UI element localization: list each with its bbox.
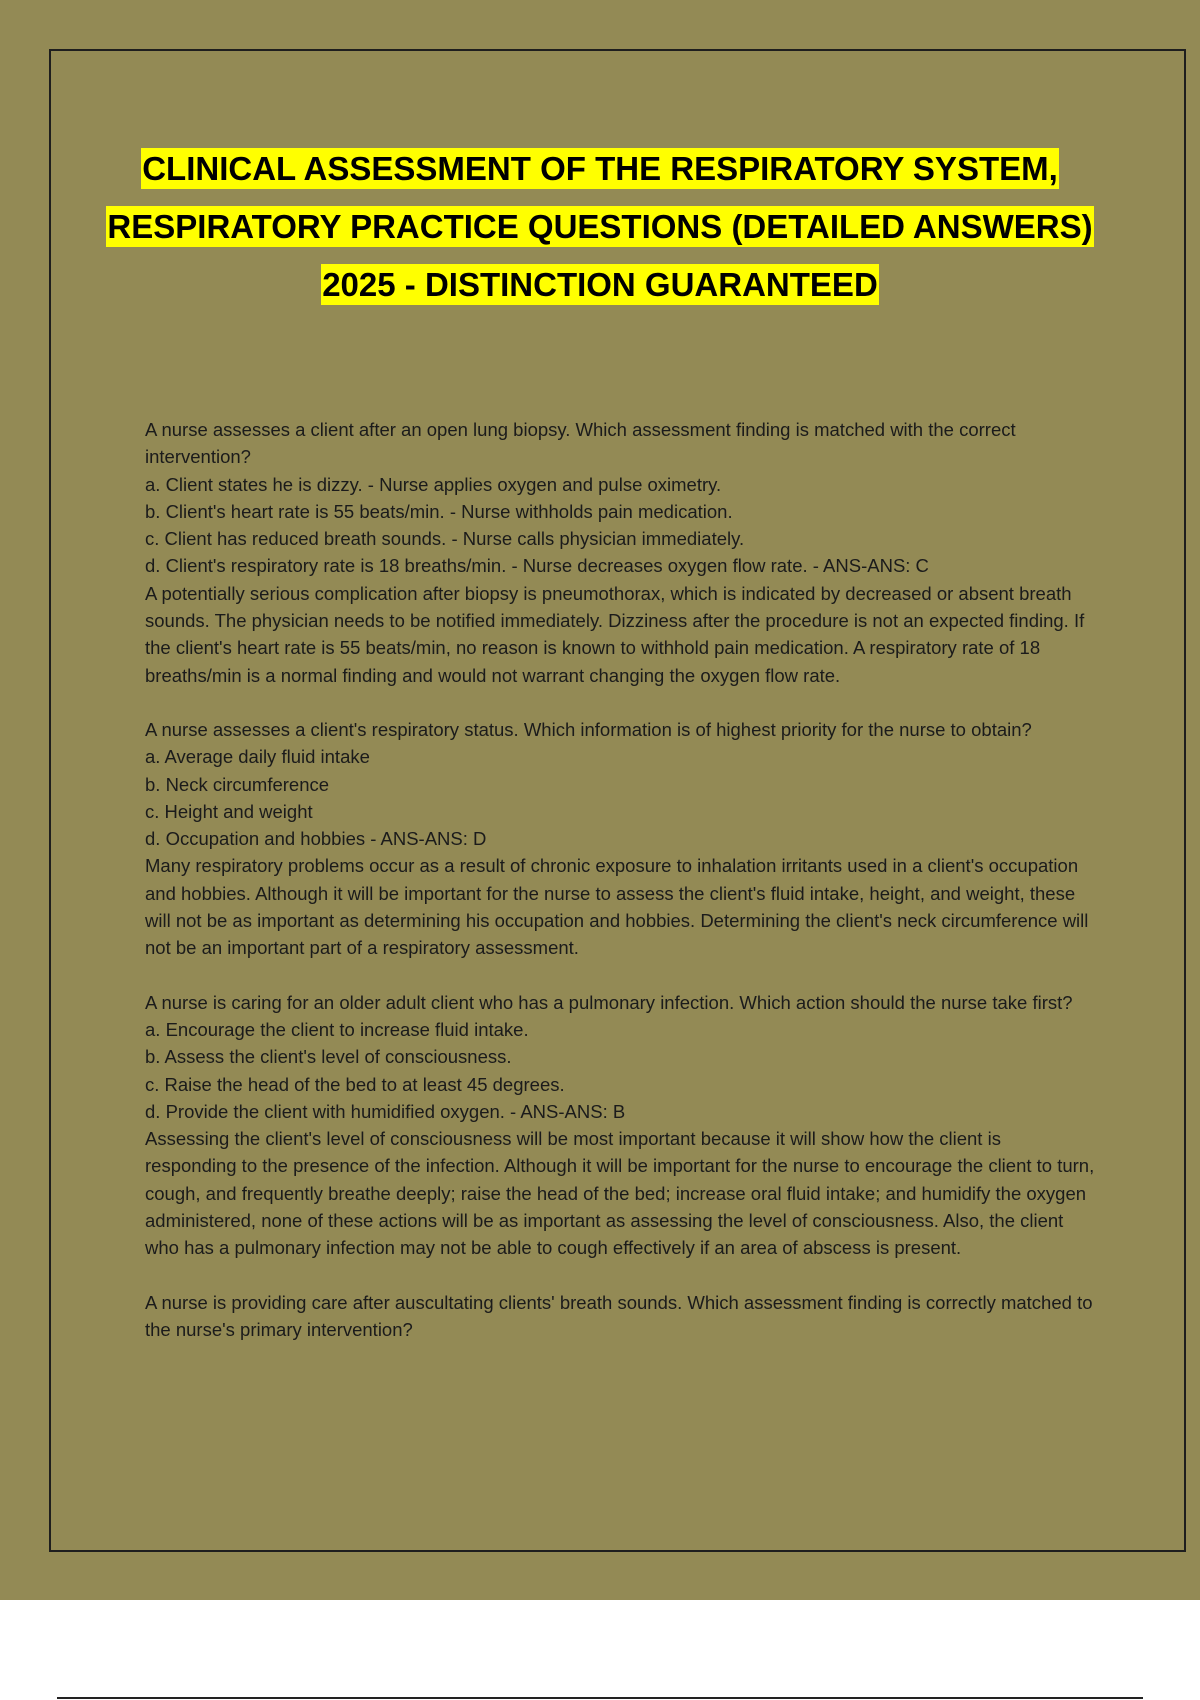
answer-option: b. Assess the client's level of consciousness. xyxy=(145,1046,512,1068)
question-text: A nurse assesses a client's respiratory status. Which information is of highest priority for the nurse to obtain? xyxy=(145,718,1032,740)
question-block-1 xyxy=(145,416,1095,689)
answer-option: d. Provide the client with humidified oxygen. - ANS-ANS: B xyxy=(145,1100,626,1122)
question-block-2 xyxy=(145,716,1095,962)
answer-option: a. Client states he is dizzy. - Nurse applies oxygen and pulse oximetry. xyxy=(145,473,722,495)
rationale-text: A potentially serious complication after biopsy is pneumothorax, which is indicated by decreased or absent breath sounds. The physician needs to be notified immediately. Dizziness after the procedure is not an expected finding. If the client's heart rate is 55 beats/min, no reason is known to withhold pain medication. A respiratory rate of 18 breaths/min is a normal finding and would not warrant changing the oxygen flow rate. xyxy=(145,582,1085,686)
answer-option: b. Client's heart rate is 55 beats/min. - Nurse withholds pain medication. xyxy=(145,500,733,522)
answer-option: a. Average daily fluid intake xyxy=(145,746,370,768)
answer-option: c. Height and weight xyxy=(145,800,313,822)
footer-divider xyxy=(57,1697,1143,1699)
answer-option: a. Encourage the client to increase fluid intake. xyxy=(145,1018,529,1040)
answer-option: c. Client has reduced breath sounds. - Nurse calls physician immediately. xyxy=(145,528,745,550)
answer-option: d. Client's respiratory rate is 18 breaths/min. - Nurse decreases oxygen flow rate. - ANS-ANS: C xyxy=(145,555,929,577)
questions-body xyxy=(145,416,1095,1370)
rationale-text: Many respiratory problems occur as a result of chronic exposure to inhalation irritants used in a client's occupation and hobbies. Although it will be important for the nurse to assess the client's fluid intake, height, and weight, these will not be as important as determining his occupation and hobbies. Determining the client's neck circumference will not be an important part of a respiratory assessment. xyxy=(145,855,1089,959)
question-text: A nurse assesses a client after an open lung biopsy. Which assessment finding is matched with the correct intervention? xyxy=(145,419,1016,468)
title-highlight: CLINICAL ASSESSMENT OF THE RESPIRATORY SYSTEM, RESPIRATORY PRACTICE QUESTIONS (DETAILED ANSWERS) 2025 - DISTINCTION GUARANTEED xyxy=(107,150,1093,303)
question-block-3 xyxy=(145,989,1095,1262)
answer-option: c. Raise the head of the bed to at least 45 degrees. xyxy=(145,1073,565,1095)
question-text: A nurse is providing care after auscultating clients' breath sounds. Which assessment finding is correctly matched to the nurse's primary intervention? xyxy=(145,1291,1093,1340)
question-block-4 xyxy=(145,1289,1095,1344)
document-title xyxy=(100,140,1100,314)
answer-option: d. Occupation and hobbies - ANS-ANS: D xyxy=(145,828,487,850)
answer-option: b. Neck circumference xyxy=(145,773,330,795)
question-text: A nurse is caring for an older adult client who has a pulmonary infection. Which action should the nurse take first? xyxy=(145,991,1073,1013)
rationale-text: Assessing the client's level of consciousness will be most important because it will show how the client is responding to the presence of the infection. Although it will be important for the nurse to encourage the client to turn, cough, and frequently breathe deeply; raise the head of the bed; increase oral fluid intake; and humidify the oxygen administered, none of these actions will be as important as assessing the level of consciousness. Also, the client who has a pulmonary infection may not be able to cough effectively if an area of abscess is present. xyxy=(145,1128,1095,1259)
